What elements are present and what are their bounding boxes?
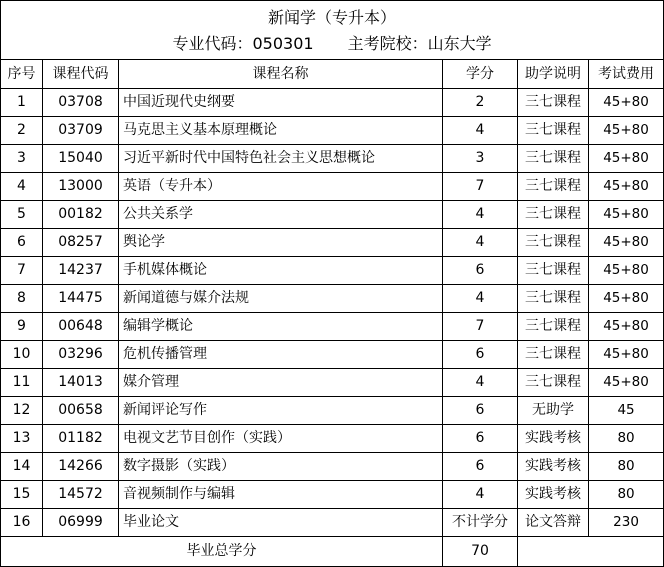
footer-empty-cell (518, 537, 664, 567)
table-row (1, 173, 664, 201)
cell-credit: 不计学分 (443, 509, 518, 537)
header-fee: 考试费用 (589, 60, 664, 89)
cell-credit: 6 (443, 257, 518, 285)
cell-code: 03296 (43, 341, 119, 369)
cell-code: 15040 (43, 145, 119, 173)
total-credits-value: 70 (443, 537, 518, 567)
cell-credit: 4 (443, 285, 518, 313)
cell-credit: 6 (443, 453, 518, 481)
table-row (1, 369, 664, 397)
cell-no: 10 (1, 341, 43, 369)
cell-note: 无助学 (518, 397, 589, 425)
cell-name: 公共关系学 (119, 201, 443, 229)
total-credits-label: 毕业总学分 (1, 537, 443, 567)
cell-note: 实践考核 (518, 453, 589, 481)
table-row (1, 117, 664, 145)
school-label: 主考院校： (347, 34, 428, 53)
table-row (1, 89, 664, 117)
cell-name: 媒介管理 (119, 369, 443, 397)
table-row (1, 201, 664, 229)
cell-code: 14237 (43, 257, 119, 285)
header-name: 课程名称 (119, 60, 443, 89)
footer-row (1, 537, 664, 567)
cell-credit: 6 (443, 341, 518, 369)
cell-name: 编辑学概论 (119, 313, 443, 341)
table-row (1, 341, 664, 369)
major-code-label: 专业代码： (172, 34, 253, 53)
cell-code: 06999 (43, 509, 119, 537)
cell-fee: 45+80 (589, 145, 664, 173)
cell-no: 16 (1, 509, 43, 537)
cell-note: 三七课程 (518, 369, 589, 397)
cell-code: 08257 (43, 229, 119, 257)
header-code: 课程代码 (43, 60, 119, 89)
cell-fee: 45+80 (589, 89, 664, 117)
cell-no: 2 (1, 117, 43, 145)
cell-note: 论文答辩 (518, 509, 589, 537)
cell-name: 电视文艺节目创作（实践） (119, 425, 443, 453)
cell-no: 9 (1, 313, 43, 341)
cell-fee: 45+80 (589, 173, 664, 201)
cell-name: 中国近现代史纲要 (119, 89, 443, 117)
cell-fee: 45+80 (589, 201, 664, 229)
cell-fee: 80 (589, 453, 664, 481)
cell-note: 实践考核 (518, 425, 589, 453)
program-title: 新闻学（专升本） (268, 8, 397, 27)
cell-fee: 45 (589, 397, 664, 425)
cell-name: 新闻道德与媒介法规 (119, 285, 443, 313)
table-row (1, 453, 664, 481)
table-row (1, 229, 664, 257)
cell-name: 数字摄影（实践） (119, 453, 443, 481)
cell-code: 01182 (43, 425, 119, 453)
cell-name: 舆论学 (119, 229, 443, 257)
cell-note: 三七课程 (518, 89, 589, 117)
cell-fee: 45+80 (589, 369, 664, 397)
cell-code: 14013 (43, 369, 119, 397)
cell-fee: 45+80 (589, 341, 664, 369)
cell-fee: 230 (589, 509, 664, 537)
header-row (1, 60, 664, 89)
table-title (1, 1, 664, 60)
cell-fee: 80 (589, 481, 664, 509)
program-subtitle (1, 31, 663, 57)
cell-credit: 2 (443, 89, 518, 117)
cell-note: 实践考核 (518, 481, 589, 509)
cell-name: 手机媒体概论 (119, 257, 443, 285)
cell-credit: 4 (443, 481, 518, 509)
cell-credit: 7 (443, 313, 518, 341)
cell-code: 14266 (43, 453, 119, 481)
table-row (1, 313, 664, 341)
cell-fee: 45+80 (589, 313, 664, 341)
table-row (1, 285, 664, 313)
cell-credit: 6 (443, 425, 518, 453)
cell-no: 15 (1, 481, 43, 509)
cell-note: 三七课程 (518, 257, 589, 285)
table-row (1, 145, 664, 173)
cell-no: 12 (1, 397, 43, 425)
cell-code: 00648 (43, 313, 119, 341)
cell-no: 4 (1, 173, 43, 201)
cell-code: 00182 (43, 201, 119, 229)
cell-fee: 45+80 (589, 285, 664, 313)
cell-code: 03709 (43, 117, 119, 145)
cell-code: 14475 (43, 285, 119, 313)
cell-credit: 6 (443, 397, 518, 425)
cell-no: 6 (1, 229, 43, 257)
cell-no: 3 (1, 145, 43, 173)
cell-code: 03708 (43, 89, 119, 117)
school-name: 山东大学 (427, 34, 492, 53)
cell-fee: 45+80 (589, 257, 664, 285)
cell-credit: 4 (443, 117, 518, 145)
cell-no: 13 (1, 425, 43, 453)
cell-no: 5 (1, 201, 43, 229)
cell-note: 三七课程 (518, 117, 589, 145)
header-credit: 学分 (443, 60, 518, 89)
cell-name: 马克思主义基本原理概论 (119, 117, 443, 145)
cell-name: 音视频制作与编辑 (119, 481, 443, 509)
cell-no: 8 (1, 285, 43, 313)
table-row (1, 509, 664, 537)
cell-code: 00658 (43, 397, 119, 425)
table-row (1, 397, 664, 425)
cell-fee: 80 (589, 425, 664, 453)
cell-name: 危机传播管理 (119, 341, 443, 369)
cell-no: 1 (1, 89, 43, 117)
cell-credit: 3 (443, 145, 518, 173)
cell-credit: 4 (443, 229, 518, 257)
title-row (1, 1, 664, 60)
cell-no: 11 (1, 369, 43, 397)
cell-name: 新闻评论写作 (119, 397, 443, 425)
header-note: 助学说明 (518, 60, 589, 89)
cell-note: 三七课程 (518, 229, 589, 257)
cell-note: 三七课程 (518, 285, 589, 313)
cell-credit: 4 (443, 201, 518, 229)
table-row (1, 425, 664, 453)
table-row (1, 481, 664, 509)
header-no: 序号 (1, 60, 43, 89)
cell-fee: 45+80 (589, 117, 664, 145)
cell-credit: 7 (443, 173, 518, 201)
cell-name: 习近平新时代中国特色社会主义思想概论 (119, 145, 443, 173)
table-row (1, 257, 664, 285)
cell-code: 13000 (43, 173, 119, 201)
cell-note: 三七课程 (518, 145, 589, 173)
cell-note: 三七课程 (518, 201, 589, 229)
cell-fee: 45+80 (589, 229, 664, 257)
cell-note: 三七课程 (518, 173, 589, 201)
major-code: 050301 (252, 34, 314, 53)
cell-no: 14 (1, 453, 43, 481)
cell-code: 14572 (43, 481, 119, 509)
cell-no: 7 (1, 257, 43, 285)
cell-name: 毕业论文 (119, 509, 443, 537)
cell-name: 英语（专升本） (119, 173, 443, 201)
cell-credit: 4 (443, 369, 518, 397)
cell-note: 三七课程 (518, 341, 589, 369)
cell-note: 三七课程 (518, 313, 589, 341)
